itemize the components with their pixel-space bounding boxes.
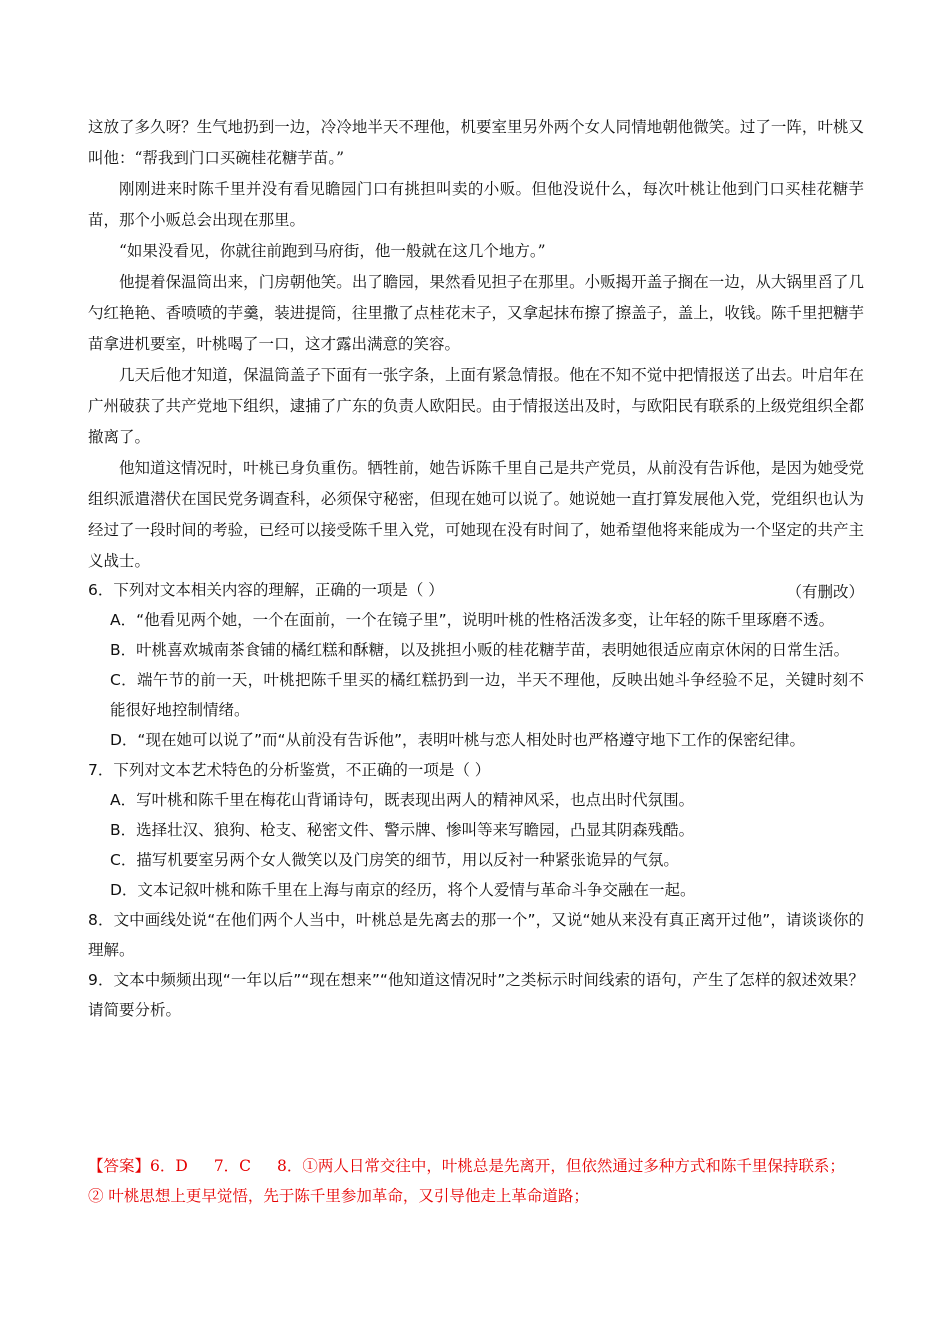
answer-6: 6．D (150, 1157, 188, 1175)
question-8: 8．文中画线处说“在他们两个人当中，叶桃总是先离去的那一个”，又说“她从来没有真正离开过他”，请谈谈你的理解。 (88, 911, 864, 959)
question-7-option-b: B．选择壮汉、狼狗、枪支、秘密文件、警示牌、惨叫等来写瞻园，凸显其阴森残酷。 (110, 821, 695, 839)
answer-label: 【答案】 (88, 1157, 151, 1175)
question-7-option-c: C．描写机要室另两个女人微笑以及门房笑的细节，用以反衬一种紧张诡异的气氛。 (110, 851, 679, 869)
passage-paragraph: 他提着保温筒出来，门房朝他笑。出了瞻园，果然看见担子在那里。小贩揭开盖子搁在一边，从大锅里舀了几勺红艳艳、香喷喷的芋羹，装进提筒，往里撒了点桂花末子，又拿起抹布擦了擦盖子，盖上，收钱。陈千里把糖芋苗拿进机要室，叶桃喝了一口，这才露出满意的笑容。 (88, 273, 864, 353)
answer-8-point-2: ② 叶桃思想上更早觉悟，先于陈千里参加革命，又引导他走上革命道路； (88, 1187, 589, 1205)
question-6-stem: 6．下列对文本相关内容的理解，正确的一项是（ ） (88, 581, 444, 599)
question-6-option-c: C．端午节的前一天，叶桃把陈千里买的橘红糕扔到一边，半天不理他，反映出她斗争经验不足，关键时刻不能很好地控制情绪。 (110, 671, 864, 719)
question-6-option-d: D．“现在她可以说了”而“从前没有告诉他”，表明叶桃与恋人相处时也严格遵守地下工作的保密纪律。 (110, 731, 806, 749)
question-6-option-b: B．叶桃喜欢城南茶食铺的橘红糕和酥糖，以及挑担小贩的桂花糖芋苗，表明她很适应南京休闲的日常生活。 (110, 641, 850, 659)
passage-paragraph: 刚刚进来时陈千里并没有看见瞻园门口有挑担叫卖的小贩。但他没说什么，每次叶桃让他到门口买桂花糖芋苗，那个小贩总会出现在那里。 (88, 180, 864, 229)
question-7-stem: 7．下列对文本艺术特色的分析鉴赏，不正确的一项是（ ） (88, 761, 491, 779)
passage-paragraph: 这放了多久呀？生气地扔到一边，冷冷地半天不理他，机要室里另外两个女人同情地朝他微笑。过了一阵，叶桃又叫他：“帮我到门口买碗桂花糖芋苗。” (88, 118, 864, 167)
passage-paragraph: 他知道这情况时，叶桃已身负重伤。牺牲前，她告诉陈千里自己是共产党员，从前没有告诉他，是因为她受党组织派遣潜伏在国民党务调查科，必须保守秘密，但现在她可以说了。她说她一直打算发展他入党，党组织也认为经过了一段时间的考验，已经可以接受陈千里入党，可她现在没有时间了，她希望他将来能成为一个坚定的共产主义战士。 (88, 459, 864, 570)
passage-paragraph: “如果没看见，你就往前跑到马府街，他一般就在这几个地方。” (119, 242, 546, 260)
answer-section (88, 1151, 864, 1211)
question-7-option-a: A．写叶桃和陈千里在梅花山背诵诗句，既表现出两人的精神风采，也点出时代氛围。 (110, 791, 695, 809)
answer-8-point-1: 8．①两人日常交往中，叶桃总是先离开，但依然通过多种方式和陈千里保持联系； (277, 1157, 845, 1175)
question-7-option-d: D．文本记叙叶桃和陈千里在上海与南京的经历，将个人爱情与革命斗争交融在一起。 (110, 881, 696, 899)
passage (88, 112, 864, 608)
source-note: （有删改） (786, 583, 864, 601)
questions (88, 575, 864, 1025)
question-6-option-a: A．“他看见两个她，一个在面前，一个在镜子里”，说明叶桃的性格活泼多变，让年轻的陈千里琢磨不透。 (110, 611, 835, 629)
answer-line (88, 1151, 864, 1181)
passage-paragraph: 几天后他才知道，保温筒盖子下面有一张字条，上面有紧急情报。他在不知不觉中把情报送了出去。叶启年在广州破获了共产党地下组织，逮捕了广东的负责人欧阳民。由于情报送出及时，与欧阳民有联系的上级党组织全都撤离了。 (88, 366, 864, 446)
question-9: 9．文本中频频出现“一年以后”“现在想来”“他知道这情况时”之类标示时间线索的语句，产生了怎样的叙述效果？请简要分析。 (88, 971, 864, 1019)
answer-7: 7．C (213, 1157, 252, 1175)
